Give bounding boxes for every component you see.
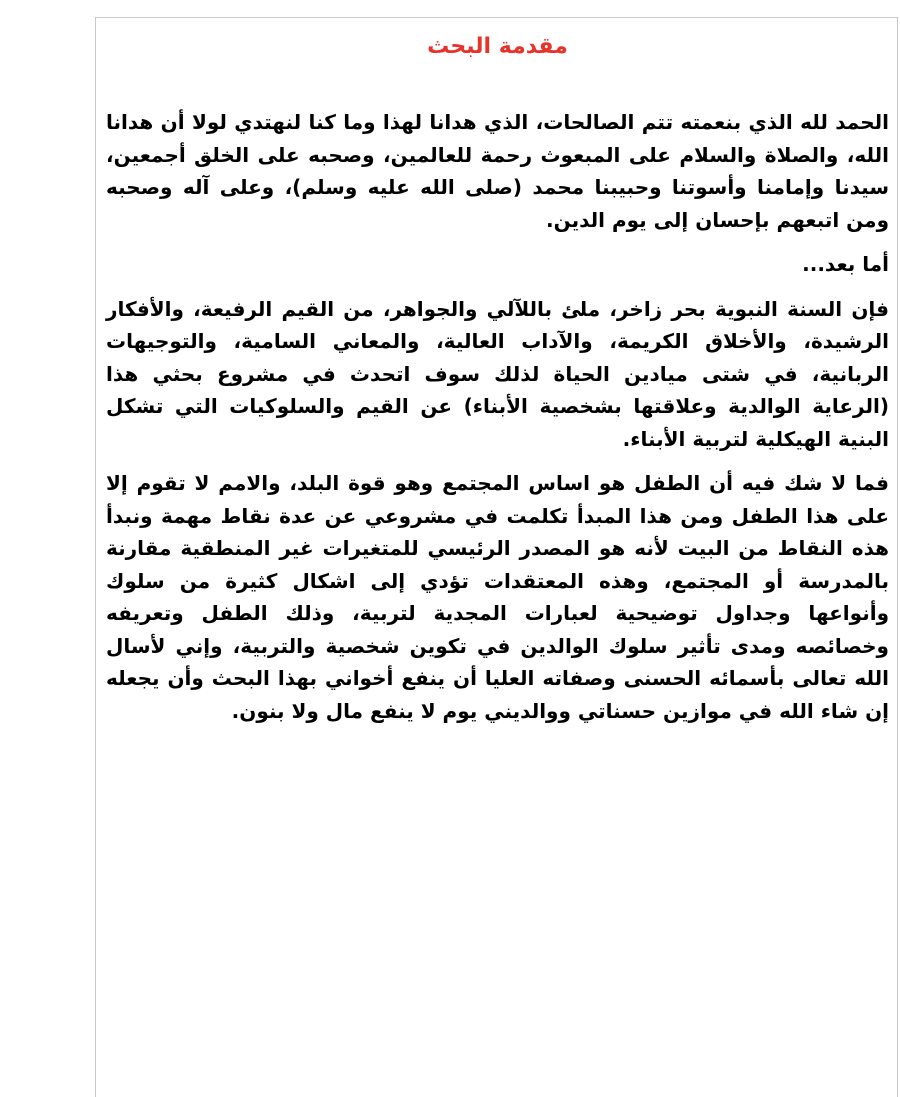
paragraph-transition: أما بعد...	[802, 252, 889, 276]
document-page	[95, 17, 898, 1097]
paragraph-introduction: الحمد لله الذي بنعمته تتم الصالحات، الذي هدانا لهذا وما كنا لنهتدي لولا أن هدانا الله، والصلاة والسلام على المبعوث رحمة للعالمين، وصحبه على الخلق أجمعين، سيدنا وإمامنا وأسوتنا وحبيبنا محمد (صلى الله عليه وسلم)، وعلى آله وصحبه ومن اتبعهم بإحسان إلى يوم الدين.	[106, 110, 889, 232]
paragraph-child: فما لا شك فيه أن الطفل هو اساس المجتمع وهو قوة البلد، والامم لا تقوم إلا على هذا الطفل ومن هذا المبدأ تكلمت في مشروعي عن عدة نقاط مهمة ونبدأ هذه النقاط من البيت لأنه هو المصدر الرئيسي للمتغيرات غير المنطقية مقارنة بالمدرسة أو المجتمع، وهذه المعتقدات تؤدي إلى اشكال كثيرة من سلوك وأنواعها وجداول توضيحية لعبارات المجدية لتربية، وذلك الطفل وتعريفه وخصائصه ومدى تأثير سلوك الوالدين في تكوين شخصية والتربية، وإني لأسال الله تعالى بأسمائه الحسنى وصفاته العليا أن ينفع أخواني بهذا البحث وأن يجعله إن شاء الله في موازين حسناتي ووالديني يوم لا ينفع مال ولا بنون.	[106, 471, 889, 723]
document-content	[106, 18, 889, 727]
page-title: مقدمة البحث	[427, 34, 568, 59]
paragraph-sunnah: فإن السنة النبوية بحر زاخر، ملئ باللآلي والجواهر، من القيم الرفيعة، والأفكار الرشيدة، والأخلاق الكريمة، والآداب العالية، والمعاني السامية، والتوجيهات الربانية، في شتى ميادين الحياة لذلك سوف اتحدث في مشروع بحثي هذا (الرعاية الوالدية وعلاقتها بشخصية الأبناء) عن القيم والسلوكيات التي تشكل البنية الهيكلية لتربية الأبناء.	[106, 296, 889, 451]
